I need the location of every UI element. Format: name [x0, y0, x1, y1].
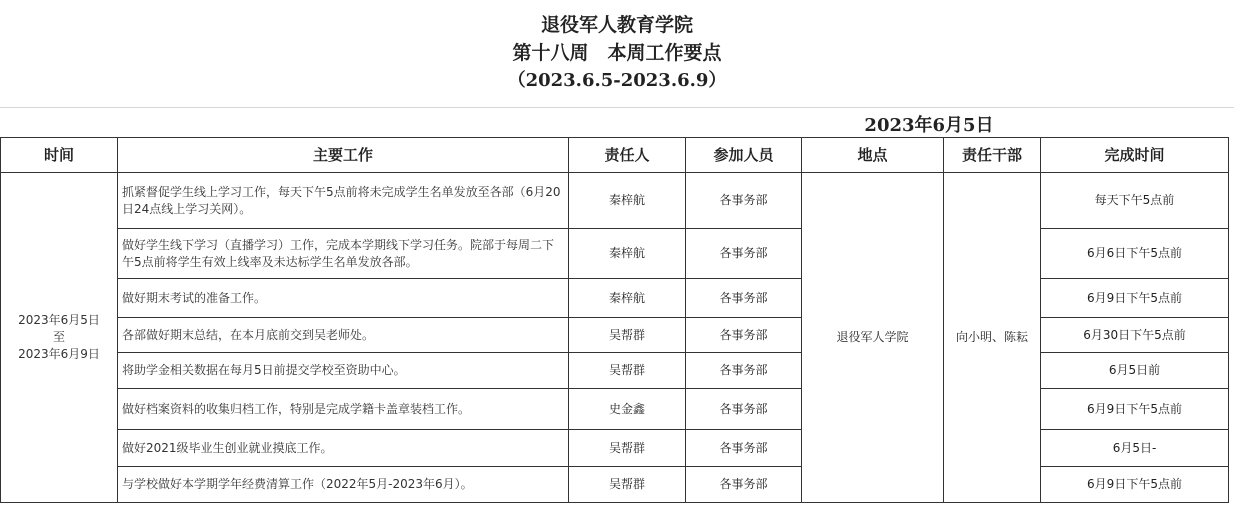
participants-cell: 各事务部	[686, 318, 802, 353]
document-subtitle: 第十八周 本周工作要点	[512, 42, 722, 64]
owner-cell: 吴帮群	[569, 318, 686, 353]
deadline-cell: 6月5日前	[1041, 353, 1229, 389]
table-row	[1, 353, 1229, 389]
table-row	[1, 318, 1229, 353]
table-row	[1, 389, 1229, 430]
task-cell: 做好2021级毕业生创业就业摸底工作。	[118, 430, 569, 467]
time-end: 2023年6月9日	[18, 347, 100, 361]
table-row	[1, 229, 1229, 279]
participants-cell: 各事务部	[686, 229, 802, 279]
column-header-owner: 责任人	[569, 138, 686, 173]
task-cell: 与学校做好本学期学年经费清算工作（2022年5月-2023年6月）。	[118, 467, 569, 503]
column-header-time: 时间	[1, 138, 118, 173]
column-header-deadline: 完成时间	[1041, 138, 1229, 173]
task-cell: 将助学金相关数据在每月5日前提交学校至资助中心。	[118, 353, 569, 389]
work-plan-table	[0, 137, 1229, 503]
divider	[0, 107, 1234, 108]
column-header-participants: 参加人员	[686, 138, 802, 173]
participants-cell: 各事务部	[686, 353, 802, 389]
table-row	[1, 173, 1229, 229]
owner-cell: 吴帮群	[569, 467, 686, 503]
table-row	[1, 430, 1229, 467]
task-cell: 各部做好期末总结，在本月底前交到吴老师处。	[118, 318, 569, 353]
participants-cell: 各事务部	[686, 467, 802, 503]
task-cell: 做好期末考试的准备工作。	[118, 279, 569, 318]
participants-cell: 各事务部	[686, 389, 802, 430]
table-row	[1, 279, 1229, 318]
time-to: 至	[52, 330, 65, 344]
participants-cell: 各事务部	[686, 279, 802, 318]
owner-cell: 秦梓航	[569, 173, 686, 229]
issue-date: 2023年6月5日	[864, 115, 994, 136]
task-cell: 抓紧督促学生线上学习工作，每天下午5点前将未完成学生名单发放至各部（6月20日24点线上学习关网）。	[118, 173, 569, 229]
table-row	[1, 467, 1229, 503]
owner-cell: 吴帮群	[569, 430, 686, 467]
deadline-cell: 每天下午5点前	[1041, 173, 1229, 229]
owner-cell: 史金鑫	[569, 389, 686, 430]
deadline-cell: 6月9日下午5点前	[1041, 279, 1229, 318]
task-cell: 做好学生线下学习（直播学习）工作，完成本学期线下学习任务。院部于每周二下午5点前将学生有效上线率及未达标学生名单发放各部。	[118, 229, 569, 279]
date-range: （2023.6.5-2023.6.9）	[507, 70, 727, 91]
participants-cell: 各事务部	[686, 430, 802, 467]
location-cell: 退役军人学院	[802, 173, 944, 503]
owner-cell: 秦梓航	[569, 229, 686, 279]
owner-cell: 秦梓航	[569, 279, 686, 318]
column-header-task: 主要工作	[118, 138, 569, 173]
deadline-cell: 6月9日下午5点前	[1041, 467, 1229, 503]
document-title: 退役军人教育学院	[540, 14, 693, 36]
owner-cell: 吴帮群	[569, 353, 686, 389]
table-header-row	[1, 138, 1229, 173]
time-range-cell	[1, 173, 118, 503]
task-cell: 做好档案资料的收集归档工作，特别是完成学籍卡盖章装档工作。	[118, 389, 569, 430]
participants-cell: 各事务部	[686, 173, 802, 229]
deadline-cell: 6月9日下午5点前	[1041, 389, 1229, 430]
time-start: 2023年6月5日	[18, 313, 100, 327]
column-header-cadre: 责任干部	[944, 138, 1041, 173]
deadline-cell: 6月6日下午5点前	[1041, 229, 1229, 279]
cadre-cell: 向小明、陈耘	[944, 173, 1041, 503]
deadline-cell: 6月30日下午5点前	[1041, 318, 1229, 353]
deadline-cell: 6月5日-	[1041, 430, 1229, 467]
column-header-location: 地点	[802, 138, 944, 173]
